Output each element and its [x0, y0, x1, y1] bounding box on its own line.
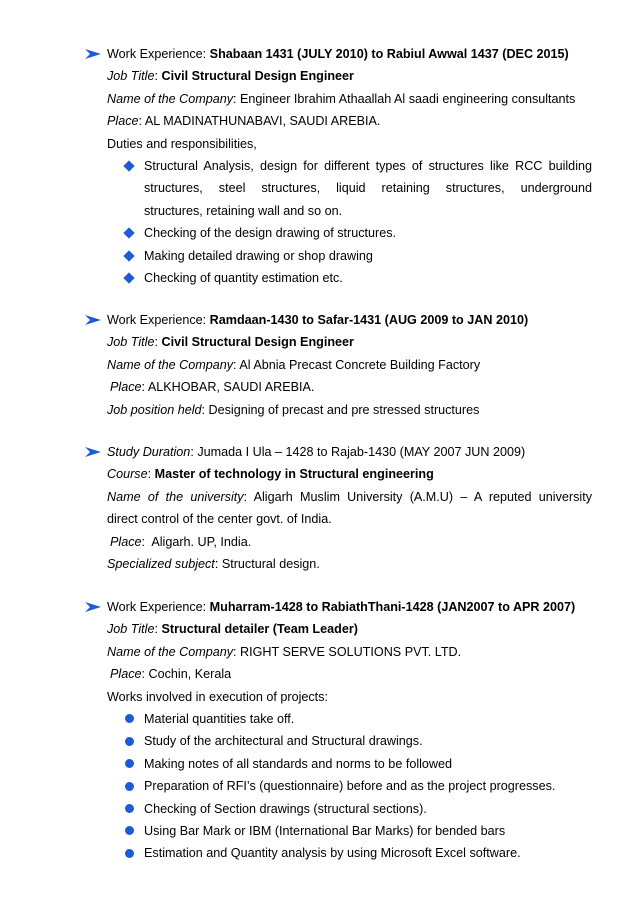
- place-line: Place: AL MADINATHUNABAVI, SAUDI AREBIA.: [107, 114, 381, 129]
- study-section: [82, 441, 592, 575]
- list-item: Using Bar Mark or IBM (International Bar Marks) for bended bars: [82, 820, 592, 842]
- company-line: Name of the Company: Al Abnia Precast Concrete Building Factory: [107, 357, 481, 372]
- list-item: Making detailed drawing or shop drawing: [82, 245, 592, 267]
- university-line: Name of the university: Aligarh Muslim University (A.M.U) – A reputed university: [107, 489, 592, 504]
- arrow-bullet-icon: [85, 49, 101, 59]
- round-bullet-icon: [125, 849, 134, 858]
- diamond-bullet-icon: [123, 227, 134, 238]
- section-heading: Work Experience: Muharram-1428 to RabiathThani-1428 (JAN2007 to APR 2007): [82, 596, 592, 618]
- heading-label: Work Experience: [107, 47, 203, 61]
- specialized-subject-line: Specialized subject: Structural design.: [107, 556, 320, 571]
- place-line: Place: Cochin, Kerala: [110, 667, 232, 682]
- list-item: Study of the architectural and Structural drawings.: [82, 730, 592, 752]
- list-item: Material quantities take off.: [82, 708, 592, 730]
- company-line: Name of the Company: Engineer Ibrahim Athaallah Al saadi engineering consultants: [107, 91, 576, 106]
- place-line: Place: ALKHOBAR, SAUDI AREBIA.: [110, 380, 315, 395]
- diamond-bullet-icon: [123, 250, 134, 261]
- round-bullet-icon: [125, 826, 134, 835]
- work-experience-section-3: [82, 596, 592, 865]
- list-item: Making notes of all standards and norms to be followed: [82, 753, 592, 775]
- list-item: Preparation of RFI’s (questionnaire) before and as the project progresses.: [82, 775, 592, 797]
- works-label: Works involved in execution of projects:: [107, 689, 328, 704]
- work-experience-section-2: [82, 309, 592, 421]
- round-bullet-icon: [125, 782, 134, 791]
- job-position-line: Job position held: Designing of precast and pre stressed structures: [107, 402, 480, 417]
- list-item: Structural Analysis, design for different types of structures like RCC building: [82, 155, 592, 177]
- diamond-bullet-icon: [123, 272, 134, 283]
- arrow-bullet-icon: [85, 447, 101, 457]
- round-bullet-icon: [125, 737, 134, 746]
- job-title-line: Job Title: Civil Structural Design Engineer: [107, 335, 354, 350]
- work-experience-section-1: [82, 43, 592, 289]
- list-item: Checking of quantity estimation etc.: [82, 267, 592, 289]
- list-item: Checking of the design drawing of structures.: [82, 222, 592, 244]
- list-item: Checking of Section drawings (structural sections).: [82, 798, 592, 820]
- round-bullet-icon: [125, 759, 134, 768]
- section-heading: Work Experience: Ramdaan-1430 to Safar-1431 (AUG 2009 to JAN 2010): [82, 309, 592, 331]
- diamond-bullet-icon: [123, 160, 134, 171]
- list-item-continuation: structures, steel structures, liquid retaining structures, underground: [144, 181, 592, 196]
- round-bullet-icon: [125, 714, 134, 723]
- section-heading: Study Duration: Jumada I Ula – 1428 to Rajab-1430 (MAY 2007 JUN 2009): [82, 441, 592, 463]
- heading-value: Shabaan 1431 (JULY 2010) to Rabiul Awwal 1437 (DEC 2015): [209, 47, 569, 61]
- university-line-continuation: direct control of the center govt. of India.: [107, 512, 332, 527]
- company-line: Name of the Company: RIGHT SERVE SOLUTIONS PVT. LTD.: [107, 644, 462, 659]
- round-bullet-icon: [125, 804, 134, 813]
- arrow-bullet-icon: [85, 315, 101, 325]
- duties-label: Duties and responsibilities,: [107, 136, 257, 151]
- section-heading: Work Experience: Shabaan 1431 (JULY 2010) to Rabiul Awwal 1437 (DEC 2015): [82, 43, 592, 65]
- list-item-continuation: structures, retaining wall and so on.: [144, 203, 343, 218]
- job-title-line: Job Title: Structural detailer (Team Leader): [107, 622, 358, 637]
- place-line: Place: Aligarh. UP, India.: [110, 534, 252, 549]
- course-line: Course: Master of technology in Structural engineering: [107, 467, 434, 482]
- arrow-bullet-icon: [85, 602, 101, 612]
- list-item: Estimation and Quantity analysis by using Microsoft Excel software.: [82, 842, 592, 864]
- job-title-line: Job Title: Civil Structural Design Engineer: [107, 69, 354, 84]
